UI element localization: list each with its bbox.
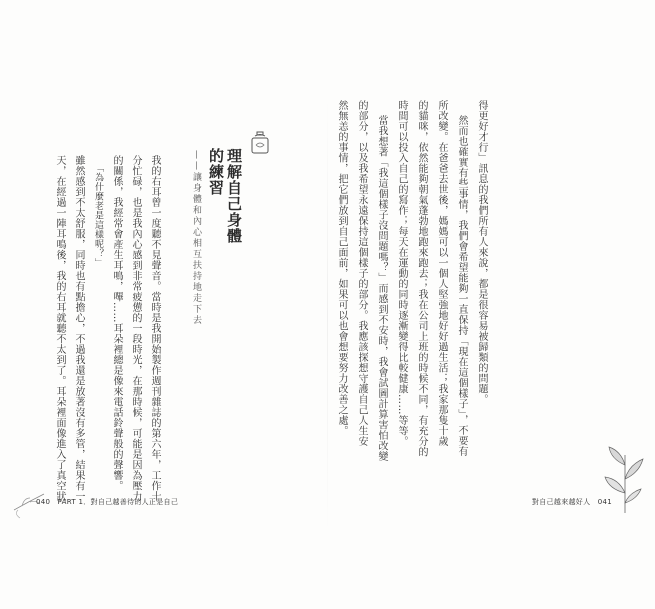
left-body-line-4: 「為什麼老是這樣呢？」 [93,163,103,268]
right-body-line-1: 得更好才行」訊息的我們所有人來說，都是很容易被歸類的問題。 [476,100,487,405]
left-body-line-2: 分忙碌，也是我內心感到非常疲憊的一段時光，在那時候，可能是因為壓力 [130,155,141,502]
right-body-line-7: 的部分，以及我希望永遠保持這個樣子的部分。我應該探想守護自己人生安 [356,100,367,447]
left-page-folio: 040 PART 1．對自己越善待的人正是自己 [36,498,179,506]
right-body-line-6: 當我想著「我這個樣子沒問題嗎？」而感到不安時，我會試圖計算害怕改變 [376,115,387,462]
right-body-line-5: 時間可以投入自己的寫作；每天在運動的同時逐漸變得比較健康……等等。 [396,100,407,447]
left-body-line-3: 的關係，我經常會產生耳鳴，嗶……耳朵裡總是像來電話鈴聲般的聲響。 [111,155,122,491]
right-body-line-4: 的貓咪，依然能夠朝氣蓬勃地跑來跑去；我在公司上班的時候不同，有充分的 [416,100,427,457]
section-subheading: ——讓身體和內心相互扶持地走下去 [191,150,201,326]
section-heading-line-2: 的練習 [207,148,225,196]
right-page-folio: 對自己越來越好人 041 [532,498,612,506]
left-body-line-1: 我的右耳曾一度聽不見聲音。當時是我開始製作週刊雜誌的第六年，工作十 [149,155,160,502]
right-body-line-3: 所改變。在爸爸去世後，媽媽可以一個人堅強地好好過生活；我家那隻十歲 [436,100,447,447]
perfume-bottle-icon [248,130,272,156]
right-body-line-8: 然無恙的事情，把它們放到自己面前，如果可以也會想要努力改善之處。 [336,100,347,436]
section-heading-line-1: 理解自己身體 [225,148,243,244]
page-gutter [327,95,328,535]
right-body-line-2: 然而也確實有些事情，我們會希望能夠一直保持「現在這個樣子」，不要有 [456,115,467,457]
left-body-line-6: 天，在經過一陣耳鳴後，我的右耳就聽不太到了。耳朵裡面像進入了真空狀 [54,155,65,502]
left-body-line-5: 雖然感到不太舒服，同時也有點擔心，不過我還是放著沒有多管，結果有一 [73,155,84,502]
